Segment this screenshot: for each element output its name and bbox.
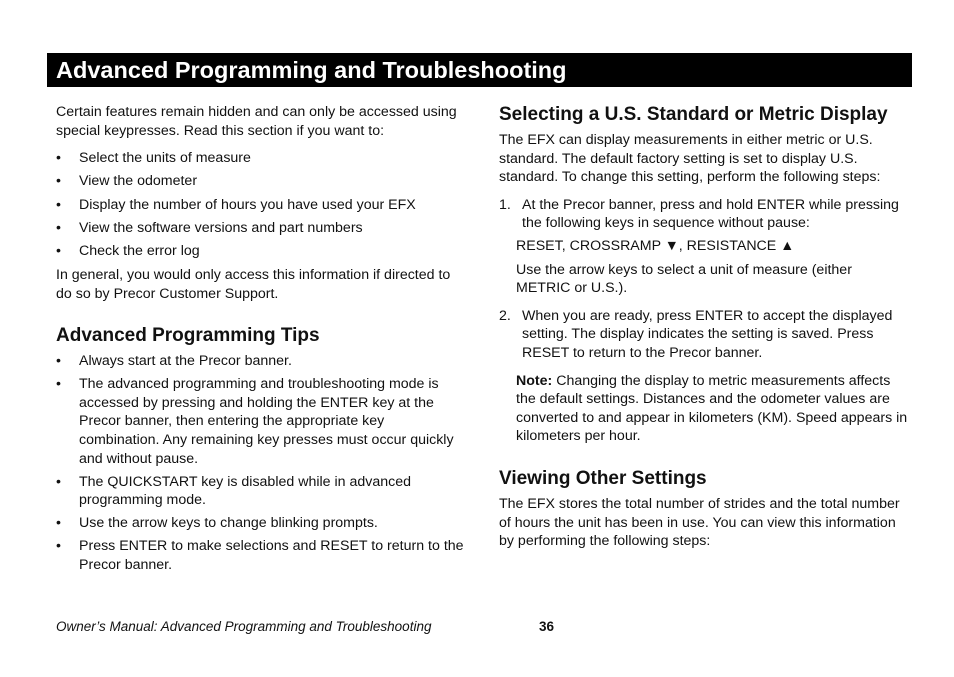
intro-paragraph: Certain features remain hidden and can only be accessed using special keypresses. Read this section if you want to: [56, 104, 457, 139]
general-paragraph: In general, you would only access this information if directed to do so by Precor Customer Support. [56, 266, 451, 302]
right-column [499, 103, 909, 551]
step-number: 1. [499, 196, 511, 213]
list-item: • Use the arrow keys to change blinking prompts. [56, 514, 466, 533]
key-sequence: RESET, CROSSRAMP ▼, RESISTANCE ▲ [516, 237, 795, 254]
page-title: Advanced Programming and Troubleshooting [56, 57, 567, 83]
left-column [56, 103, 466, 575]
footer-title: Owner’s Manual: Advanced Programming and Troubleshooting [56, 619, 432, 634]
page-number: 36 [539, 619, 555, 634]
list-item: • Always start at the Precor banner. [56, 352, 466, 371]
other-settings-paragraph: The EFX stores the total number of strides and the total number of hours the unit has been in use. You can view this information by performing the following steps: [499, 495, 900, 550]
step-2 [499, 307, 909, 363]
list-item: • The QUICKSTART key is disabled while in advanced programming mode. [56, 473, 466, 510]
step-text: At the Precor banner, press and hold ENTER while pressing the following keys in sequence without pause: [522, 196, 899, 232]
list-item: • View the software versions and part numbers [56, 219, 466, 238]
step-1-instruction: Use the arrow keys to select a unit of measure (either METRIC or U.S.). [516, 261, 852, 297]
step-number: 2. [499, 307, 511, 324]
other-settings-heading: Viewing Other Settings [499, 467, 707, 489]
list-item: • Press ENTER to make selections and RESET to return to the Precor banner. [56, 537, 466, 574]
step-1 [499, 196, 909, 233]
list-item: • Display the number of hours you have used your EFX [56, 196, 466, 215]
list-item: • Select the units of measure [56, 149, 466, 168]
tips-list [56, 352, 466, 575]
list-item: • The advanced programming and troubleshooting mode is accessed by pressing and holding the ENTER key at the Precor banner, then entering the appropriate key combination. Any remaining key presses must occur quickly and without pause. [56, 375, 466, 468]
note-paragraph [499, 372, 909, 446]
intro-list [56, 149, 466, 261]
steps-list [499, 196, 909, 233]
list-item: • View the odometer [56, 172, 466, 191]
step-text: When you are ready, press ENTER to accept the displayed setting. The display indicates the setting is saved. Press RESET to return to the Precor banner. [522, 307, 893, 361]
metric-intro-paragraph: The EFX can display measurements in either metric or U.S. standard. The default factory setting is set to display U.S. standard. To change this setting, perform the following steps: [499, 132, 881, 186]
metric-section-heading: Selecting a U.S. Standard or Metric Display [499, 104, 888, 125]
steps-list-continued [499, 307, 909, 363]
tips-heading: Advanced Programming Tips [56, 325, 320, 347]
title-bar [47, 53, 912, 87]
list-item: • Check the error log [56, 242, 466, 261]
note-label: Note: [516, 372, 553, 389]
note-text: Changing the display to metric measurements affects the default settings. Distances and the odometer values are converted to and appear in kilometers (KM). Speed appears in kilometers per hour. [516, 372, 908, 445]
